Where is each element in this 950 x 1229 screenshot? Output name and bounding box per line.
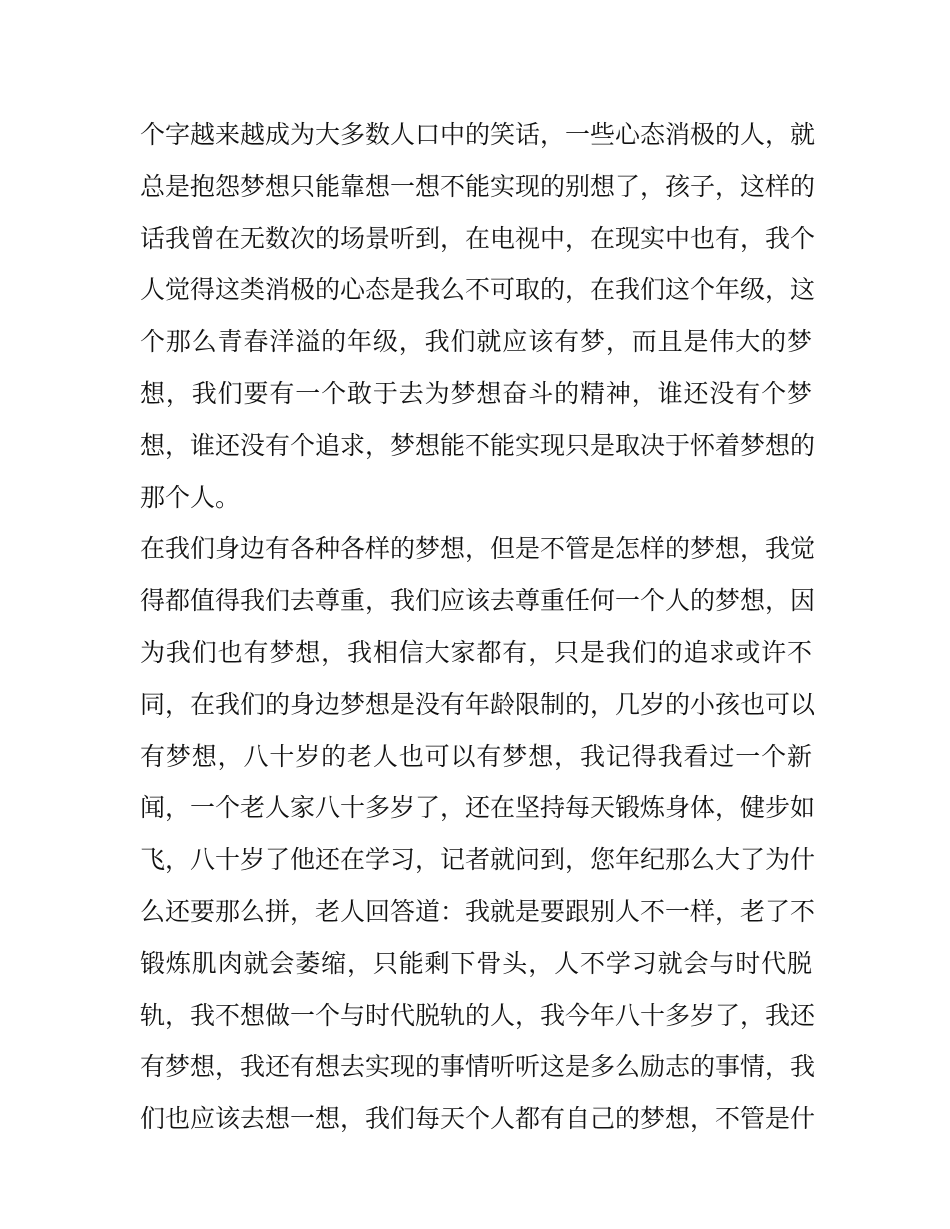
text-line: 在我们身边有各种各样的梦想，但是不管是怎样的梦想，我觉 <box>140 534 816 564</box>
text-line: 话我曾在无数次的场景听到，在电视中，在现实中也有，我个 <box>140 223 816 253</box>
text-line: 么还要那么拼，老人回答道：我就是要跟别人不一样，老了不 <box>140 896 816 926</box>
text-line: 闻，一个老人家八十多岁了，还在坚持每天锻炼身体，健步如 <box>140 793 816 823</box>
body-text <box>140 109 816 1145</box>
text-line: 有梦想，八十岁的老人也可以有梦想，我记得我看过一个新 <box>140 741 812 771</box>
text-line: 飞，八十岁了他还在学习，记者就问到，您年纪那么大了为什 <box>140 845 816 875</box>
text-line: 人觉得这类消极的心态是我么不可取的，在我们这个年级，这 <box>140 275 816 305</box>
text-line: 个字越来越成为大多数人口中的笑话，一些心态消极的人，就 <box>140 120 816 149</box>
text-line: 个那么青春洋溢的年级，我们就应该有梦，而且是伟大的梦 <box>140 327 812 357</box>
text-line: 那个人。 <box>140 482 241 512</box>
text-line: 们也应该去想一想，我们每天个人都有自己的梦想，不管是什 <box>140 1104 816 1134</box>
text-line: 得都值得我们去尊重，我们应该去尊重任何一个人的梦想，因 <box>140 586 816 616</box>
text-line: 想，谁还没有个追求，梦想能不能实现只是取决于怀着梦想的 <box>140 430 816 460</box>
paragraph-1 <box>140 109 816 523</box>
text-line: 想，我们要有一个敢于去为梦想奋斗的精神，谁还没有个梦 <box>140 378 812 408</box>
text-line: 有梦想，我还有想去实现的事情听听这是多么励志的事情，我 <box>140 1052 816 1082</box>
text-line: 同，在我们的身边梦想是没有年龄限制的，几岁的小孩也可以 <box>140 689 816 719</box>
paragraph-2 <box>140 523 816 1145</box>
text-line: 轨，我不想做一个与时代脱轨的人，我今年八十多岁了，我还 <box>140 1000 816 1030</box>
text-line: 总是抱怨梦想只能靠想一想不能实现的别想了，孩子，这样的 <box>140 171 816 201</box>
text-line: 为我们也有梦想，我相信大家都有，只是我们的追求或许不 <box>140 637 812 667</box>
text-line: 锻炼肌肉就会萎缩，只能剩下骨头，人不学习就会与时代脱 <box>140 948 812 978</box>
